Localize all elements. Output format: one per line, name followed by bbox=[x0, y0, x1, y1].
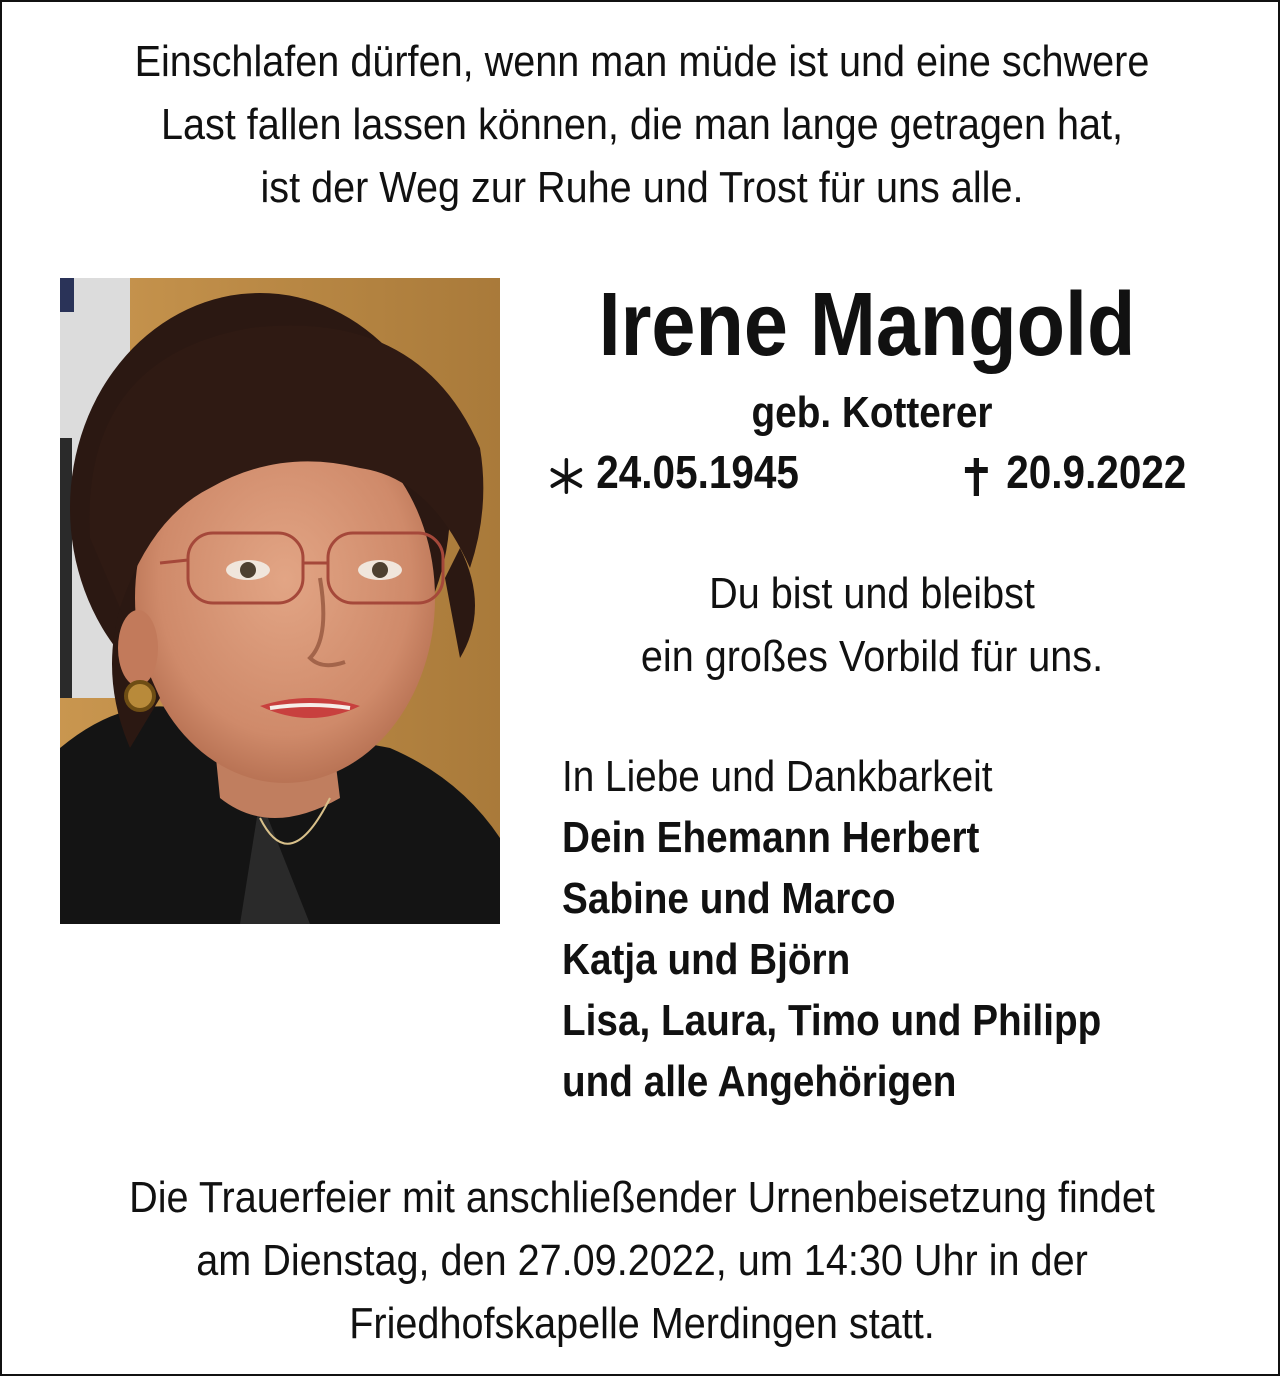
quote-line: Einschlafen dürfen, wenn man müde ist und eine schwere bbox=[134, 37, 1150, 86]
mourner-line: Katja und Björn bbox=[562, 935, 851, 984]
quote-line: ist der Weg zur Ruhe und Trost für uns alle. bbox=[260, 163, 1024, 212]
funeral-service-info bbox=[102, 1166, 1182, 1355]
tribute-line: ein großes Vorbild für uns. bbox=[640, 632, 1104, 681]
tribute-line: Du bist und bleibst bbox=[709, 569, 1035, 618]
mourner-line: und alle Angehörigen bbox=[562, 1057, 957, 1106]
birth-star-icon bbox=[547, 452, 586, 492]
mourner-line: Sabine und Marco bbox=[562, 874, 896, 923]
birth-date bbox=[547, 444, 799, 500]
tribute-text bbox=[602, 562, 1142, 688]
deceased-name: Irene Mangold bbox=[598, 275, 1136, 375]
service-line: Die Trauerfeier mit anschließender Urnenbeisetzung findet bbox=[129, 1173, 1155, 1222]
service-line: am Dienstag, den 27.09.2022, um 14:30 Uhr in der bbox=[196, 1236, 1088, 1285]
quote-line: Last fallen lassen können, die man lange getragen hat, bbox=[160, 100, 1124, 149]
portrait-photo bbox=[60, 278, 500, 924]
mourner-line: Lisa, Laura, Timo und Philipp bbox=[562, 996, 1102, 1045]
mourner-line: Dein Ehemann Herbert bbox=[562, 813, 980, 862]
signoff-intro: In Liebe und Dankbarkeit bbox=[562, 752, 993, 801]
death-date bbox=[957, 444, 1186, 500]
service-line: Friedhofskapelle Merdingen statt. bbox=[349, 1299, 935, 1348]
opening-quote bbox=[102, 30, 1182, 219]
mourners-signoff bbox=[562, 746, 1143, 1112]
death-cross-icon bbox=[957, 452, 996, 492]
death-date-value: 20.9.2022 bbox=[1006, 446, 1187, 498]
maiden-name: geb. Kotterer bbox=[751, 388, 993, 437]
birth-date-value: 24.05.1945 bbox=[596, 446, 799, 498]
